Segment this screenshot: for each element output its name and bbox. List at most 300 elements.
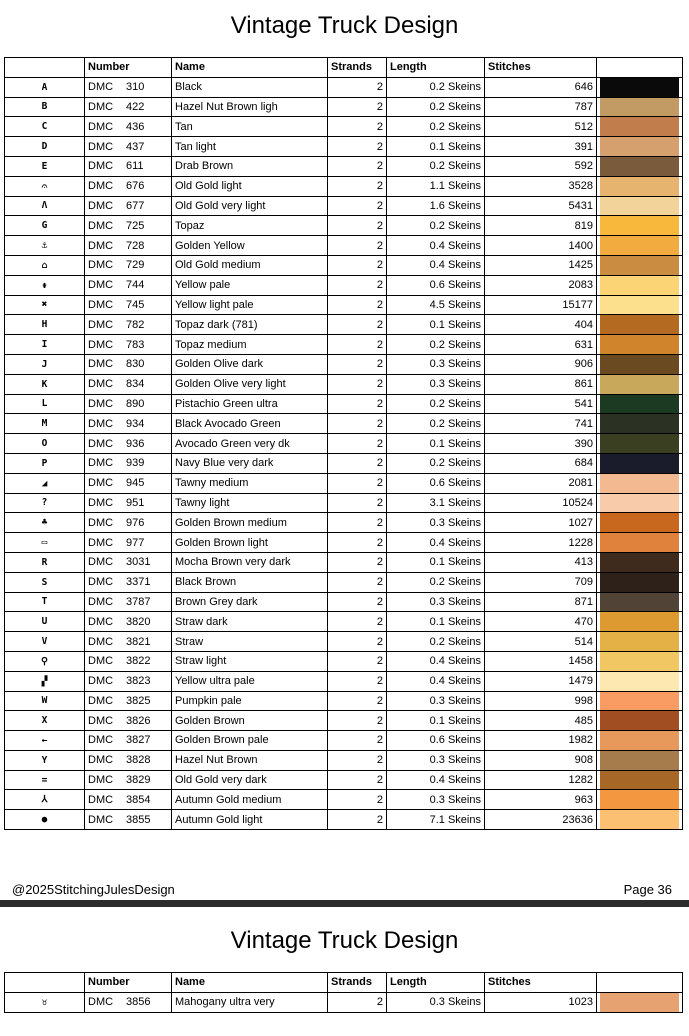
row-name: Drab Brown — [172, 156, 328, 176]
row-symbol: Y — [5, 750, 85, 770]
row-length: 1.6 Skeins — [387, 196, 485, 216]
row-name: Tan — [172, 117, 328, 137]
table-row — [5, 77, 683, 97]
row-stitches: 963 — [485, 790, 597, 810]
row-stitches: 684 — [485, 453, 597, 473]
row-code: 3829 — [126, 774, 151, 787]
row-symbol: Λ — [5, 196, 85, 216]
row-name: Topaz — [172, 216, 328, 236]
row-symbol: O — [5, 434, 85, 454]
row-stitches: 5431 — [485, 196, 597, 216]
row-stitches: 391 — [485, 137, 597, 157]
row-brand: DMC — [88, 536, 114, 549]
row-code: 3855 — [126, 813, 151, 826]
row-brand: DMC — [88, 81, 114, 94]
header-stitches: Stitches — [485, 58, 597, 78]
row-name: Tawny light — [172, 493, 328, 513]
color-swatch — [600, 993, 679, 1012]
row-length: 0.2 Skeins — [387, 216, 485, 236]
row-stitches: 906 — [485, 354, 597, 374]
row-color-swatch — [597, 414, 683, 434]
row-number — [85, 255, 172, 275]
row-name: Hazel Nut Brown — [172, 750, 328, 770]
table-row — [5, 612, 683, 632]
row-name: Straw light — [172, 651, 328, 671]
row-code: 611 — [126, 160, 144, 173]
row-code: 744 — [126, 279, 145, 292]
header-stitches: Stitches — [485, 973, 597, 993]
row-length: 0.2 Skeins — [387, 156, 485, 176]
row-strands: 2 — [328, 255, 387, 275]
row-strands: 2 — [328, 533, 387, 553]
row-length: 0.6 Skeins — [387, 473, 485, 493]
row-length: 7.1 Skeins — [387, 810, 485, 830]
row-strands: 2 — [328, 137, 387, 157]
row-color-swatch — [597, 493, 683, 513]
row-color-swatch — [597, 117, 683, 137]
row-code: 310 — [126, 81, 145, 94]
row-code: 3854 — [126, 793, 151, 806]
color-swatch — [600, 315, 679, 334]
row-name: Hazel Nut Brown ligh — [172, 97, 328, 117]
row-stitches: 998 — [485, 691, 597, 711]
row-symbol: ✖ — [5, 295, 85, 315]
row-code: 834 — [126, 378, 145, 391]
row-color-swatch — [597, 770, 683, 790]
row-length: 0.2 Skeins — [387, 335, 485, 355]
row-length: 0.3 Skeins — [387, 790, 485, 810]
row-number — [85, 97, 172, 117]
row-code: 977 — [126, 536, 145, 549]
row-length: 0.4 Skeins — [387, 255, 485, 275]
table-row — [5, 453, 683, 473]
header-length: Length — [387, 58, 485, 78]
row-color-swatch — [597, 77, 683, 97]
row-stitches: 541 — [485, 394, 597, 414]
row-color-swatch — [597, 731, 683, 751]
table-header-row — [5, 973, 683, 993]
row-length: 0.1 Skeins — [387, 137, 485, 157]
row-brand: DMC — [88, 996, 114, 1009]
row-code: 945 — [126, 477, 145, 490]
row-code: 976 — [126, 516, 145, 529]
color-swatch — [600, 216, 679, 235]
row-strands: 2 — [328, 651, 387, 671]
row-length: 0.2 Skeins — [387, 453, 485, 473]
row-color-swatch — [597, 691, 683, 711]
table-row — [5, 236, 683, 256]
row-brand: DMC — [88, 457, 114, 470]
row-code: 934 — [126, 417, 145, 430]
row-code: 783 — [126, 338, 145, 351]
row-color-swatch — [597, 374, 683, 394]
row-brand: DMC — [88, 793, 114, 806]
row-stitches: 741 — [485, 414, 597, 434]
table-row — [5, 513, 683, 533]
row-symbol: W — [5, 691, 85, 711]
table-row — [5, 374, 683, 394]
row-number — [85, 137, 172, 157]
row-code: 745 — [126, 298, 145, 311]
row-stitches: 23636 — [485, 810, 597, 830]
table-row — [5, 592, 683, 612]
row-color-swatch — [597, 295, 683, 315]
row-code: 3856 — [126, 996, 151, 1009]
table-row — [5, 651, 683, 671]
color-swatch — [600, 692, 679, 711]
row-symbol: T — [5, 592, 85, 612]
row-symbol: D — [5, 137, 85, 157]
row-symbol: M — [5, 414, 85, 434]
color-swatch — [600, 296, 679, 315]
row-number — [85, 493, 172, 513]
row-code: 3821 — [126, 635, 151, 648]
row-brand: DMC — [88, 259, 114, 272]
row-brand: DMC — [88, 160, 114, 173]
row-stitches: 413 — [485, 552, 597, 572]
row-number — [85, 196, 172, 216]
table-row — [5, 473, 683, 493]
row-name: Mahogany ultra very — [172, 992, 328, 1012]
row-brand: DMC — [88, 675, 114, 688]
row-brand: DMC — [88, 279, 114, 292]
row-code: 951 — [126, 496, 145, 509]
row-number — [85, 691, 172, 711]
row-brand: DMC — [88, 595, 114, 608]
row-length: 0.2 Skeins — [387, 97, 485, 117]
row-code: 3828 — [126, 754, 151, 767]
row-brand: DMC — [88, 100, 114, 113]
color-swatch — [600, 98, 679, 117]
row-code: 3820 — [126, 615, 151, 628]
row-code: 3826 — [126, 714, 151, 727]
row-length: 0.3 Skeins — [387, 750, 485, 770]
row-length: 0.2 Skeins — [387, 117, 485, 137]
row-stitches: 1027 — [485, 513, 597, 533]
color-swatch — [600, 672, 679, 691]
row-symbol: L — [5, 394, 85, 414]
color-swatch — [600, 375, 679, 394]
row-symbol: ♉ — [5, 992, 85, 1012]
header-symbol — [5, 58, 85, 78]
row-number — [85, 731, 172, 751]
row-code: 830 — [126, 358, 145, 371]
row-brand: DMC — [88, 813, 114, 826]
row-symbol: = — [5, 770, 85, 790]
row-color-swatch — [597, 196, 683, 216]
row-color-swatch — [597, 750, 683, 770]
row-brand: DMC — [88, 516, 114, 529]
color-swatch — [600, 454, 679, 473]
row-color-swatch — [597, 632, 683, 652]
row-name: Golden Yellow — [172, 236, 328, 256]
row-strands: 2 — [328, 275, 387, 295]
row-code: 3371 — [126, 576, 151, 589]
row-color-swatch — [597, 275, 683, 295]
row-brand: DMC — [88, 694, 114, 707]
thread-table — [4, 57, 683, 830]
row-number — [85, 473, 172, 493]
row-length: 0.3 Skeins — [387, 354, 485, 374]
row-stitches: 470 — [485, 612, 597, 632]
row-number — [85, 711, 172, 731]
row-number — [85, 671, 172, 691]
row-length: 0.1 Skeins — [387, 552, 485, 572]
row-stitches: 390 — [485, 434, 597, 454]
row-length: 0.2 Skeins — [387, 77, 485, 97]
header-length: Length — [387, 973, 485, 993]
footer-copyright: @2025StitchingJulesDesign — [12, 882, 175, 897]
color-swatch — [600, 414, 679, 433]
table-row — [5, 632, 683, 652]
table-row — [5, 137, 683, 157]
row-symbol: ◢ — [5, 473, 85, 493]
row-length: 0.2 Skeins — [387, 632, 485, 652]
row-symbol: C — [5, 117, 85, 137]
header-name: Name — [172, 973, 328, 993]
row-stitches: 871 — [485, 592, 597, 612]
header-strands: Strands — [328, 973, 387, 993]
row-number — [85, 592, 172, 612]
color-swatch — [600, 790, 679, 809]
footer-page-number: Page 36 — [623, 882, 672, 897]
header-symbol — [5, 973, 85, 993]
row-strands: 2 — [328, 156, 387, 176]
color-swatch — [600, 197, 679, 216]
row-brand: DMC — [88, 754, 114, 767]
row-stitches: 908 — [485, 750, 597, 770]
table-row — [5, 394, 683, 414]
color-swatch — [600, 276, 679, 295]
row-code: 422 — [126, 100, 145, 113]
row-symbol: ⚓ — [5, 236, 85, 256]
row-number — [85, 394, 172, 414]
row-name: Tan light — [172, 137, 328, 157]
color-swatch — [600, 810, 679, 829]
color-swatch — [600, 78, 679, 97]
row-color-swatch — [597, 992, 683, 1012]
page-title: Vintage Truck Design — [230, 927, 459, 954]
row-symbol: U — [5, 612, 85, 632]
row-length: 0.4 Skeins — [387, 671, 485, 691]
row-strands: 2 — [328, 612, 387, 632]
row-code: 939 — [126, 457, 145, 470]
row-color-swatch — [597, 671, 683, 691]
row-stitches: 646 — [485, 77, 597, 97]
color-swatch — [600, 157, 679, 176]
row-symbol: ♣ — [5, 513, 85, 533]
row-strands: 2 — [328, 97, 387, 117]
row-number — [85, 750, 172, 770]
row-stitches: 15177 — [485, 295, 597, 315]
row-symbol: ▭ — [5, 533, 85, 553]
color-swatch — [600, 771, 679, 790]
row-name: Yellow pale — [172, 275, 328, 295]
row-number — [85, 77, 172, 97]
row-code: 3822 — [126, 655, 151, 668]
row-length: 0.3 Skeins — [387, 691, 485, 711]
row-stitches: 592 — [485, 156, 597, 176]
row-brand: DMC — [88, 437, 114, 450]
header-color — [597, 58, 683, 78]
row-number — [85, 612, 172, 632]
table-row — [5, 572, 683, 592]
row-number — [85, 275, 172, 295]
row-length: 0.4 Skeins — [387, 651, 485, 671]
row-strands: 2 — [328, 632, 387, 652]
row-name: Old Gold medium — [172, 255, 328, 275]
table-row — [5, 117, 683, 137]
row-length: 0.1 Skeins — [387, 612, 485, 632]
color-swatch — [600, 731, 679, 750]
row-stitches: 1982 — [485, 731, 597, 751]
row-number — [85, 236, 172, 256]
row-symbol: ⅄ — [5, 790, 85, 810]
row-color-swatch — [597, 97, 683, 117]
row-length: 4.5 Skeins — [387, 295, 485, 315]
row-strands: 2 — [328, 77, 387, 97]
row-color-swatch — [597, 453, 683, 473]
row-color-swatch — [597, 354, 683, 374]
color-swatch — [600, 177, 679, 196]
table-row — [5, 196, 683, 216]
row-symbol: A — [5, 77, 85, 97]
header-name: Name — [172, 58, 328, 78]
row-stitches: 1400 — [485, 236, 597, 256]
row-number — [85, 632, 172, 652]
row-number — [85, 117, 172, 137]
row-strands: 2 — [328, 552, 387, 572]
row-strands: 2 — [328, 196, 387, 216]
row-color-swatch — [597, 137, 683, 157]
row-brand: DMC — [88, 397, 114, 410]
table-row — [5, 671, 683, 691]
row-brand: DMC — [88, 576, 114, 589]
page-separator — [0, 900, 689, 907]
table-row — [5, 255, 683, 275]
row-strands: 2 — [328, 453, 387, 473]
color-swatch — [600, 711, 679, 730]
table-row — [5, 770, 683, 790]
row-color-swatch — [597, 790, 683, 810]
table-row — [5, 691, 683, 711]
row-stitches: 10524 — [485, 493, 597, 513]
row-stitches: 404 — [485, 315, 597, 335]
row-strands: 2 — [328, 236, 387, 256]
row-name: Straw — [172, 632, 328, 652]
row-name: Golden Brown medium — [172, 513, 328, 533]
row-length: 0.1 Skeins — [387, 434, 485, 454]
table-row — [5, 533, 683, 553]
color-swatch — [600, 573, 679, 592]
table-header-row — [5, 58, 683, 78]
row-brand: DMC — [88, 417, 114, 430]
row-strands: 2 — [328, 434, 387, 454]
header-strands: Strands — [328, 58, 387, 78]
row-stitches: 2083 — [485, 275, 597, 295]
row-stitches: 2081 — [485, 473, 597, 493]
row-name: Brown Grey dark — [172, 592, 328, 612]
table-row — [5, 176, 683, 196]
row-length: 0.2 Skeins — [387, 414, 485, 434]
row-code: 3787 — [126, 595, 151, 608]
row-strands: 2 — [328, 992, 387, 1012]
page-title: Vintage Truck Design — [230, 12, 459, 39]
row-strands: 2 — [328, 592, 387, 612]
row-color-swatch — [597, 513, 683, 533]
header-number: Number — [85, 58, 172, 78]
row-color-swatch — [597, 434, 683, 454]
row-brand: DMC — [88, 496, 114, 509]
row-number — [85, 176, 172, 196]
row-code: 676 — [126, 180, 145, 193]
row-name: Old Gold very light — [172, 196, 328, 216]
row-symbol: ⇟ — [5, 275, 85, 295]
row-color-swatch — [597, 315, 683, 335]
row-name: Yellow light pale — [172, 295, 328, 315]
row-symbol: ⌂ — [5, 255, 85, 275]
color-swatch — [600, 751, 679, 770]
row-number — [85, 434, 172, 454]
row-color-swatch — [597, 236, 683, 256]
thread-table — [4, 972, 683, 1013]
row-stitches: 512 — [485, 117, 597, 137]
row-stitches: 514 — [485, 632, 597, 652]
row-symbol: ● — [5, 810, 85, 830]
table-row — [5, 790, 683, 810]
row-name: Navy Blue very dark — [172, 453, 328, 473]
row-color-swatch — [597, 572, 683, 592]
row-code: 782 — [126, 318, 145, 331]
row-symbol: X — [5, 711, 85, 731]
row-code: 437 — [126, 140, 145, 153]
row-code: 436 — [126, 120, 145, 133]
row-strands: 2 — [328, 691, 387, 711]
table-row — [5, 354, 683, 374]
row-length: 0.3 Skeins — [387, 992, 485, 1012]
row-name: Autumn Gold light — [172, 810, 328, 830]
row-number — [85, 992, 172, 1012]
row-color-swatch — [597, 335, 683, 355]
row-brand: DMC — [88, 714, 114, 727]
row-color-swatch — [597, 552, 683, 572]
row-strands: 2 — [328, 315, 387, 335]
row-color-swatch — [597, 651, 683, 671]
row-number — [85, 810, 172, 830]
row-brand: DMC — [88, 477, 114, 490]
color-swatch — [600, 434, 679, 453]
row-code: 3825 — [126, 694, 151, 707]
color-swatch — [600, 612, 679, 631]
row-brand: DMC — [88, 556, 114, 569]
row-number — [85, 374, 172, 394]
color-swatch — [600, 632, 679, 651]
table-row — [5, 414, 683, 434]
row-stitches: 1479 — [485, 671, 597, 691]
row-length: 0.4 Skeins — [387, 236, 485, 256]
row-number — [85, 354, 172, 374]
row-code: 3823 — [126, 675, 151, 688]
row-strands: 2 — [328, 711, 387, 731]
row-symbol: V — [5, 632, 85, 652]
row-number — [85, 315, 172, 335]
row-number — [85, 552, 172, 572]
row-stitches: 861 — [485, 374, 597, 394]
row-symbol: R — [5, 552, 85, 572]
row-number — [85, 790, 172, 810]
row-color-swatch — [597, 176, 683, 196]
table-row — [5, 434, 683, 454]
